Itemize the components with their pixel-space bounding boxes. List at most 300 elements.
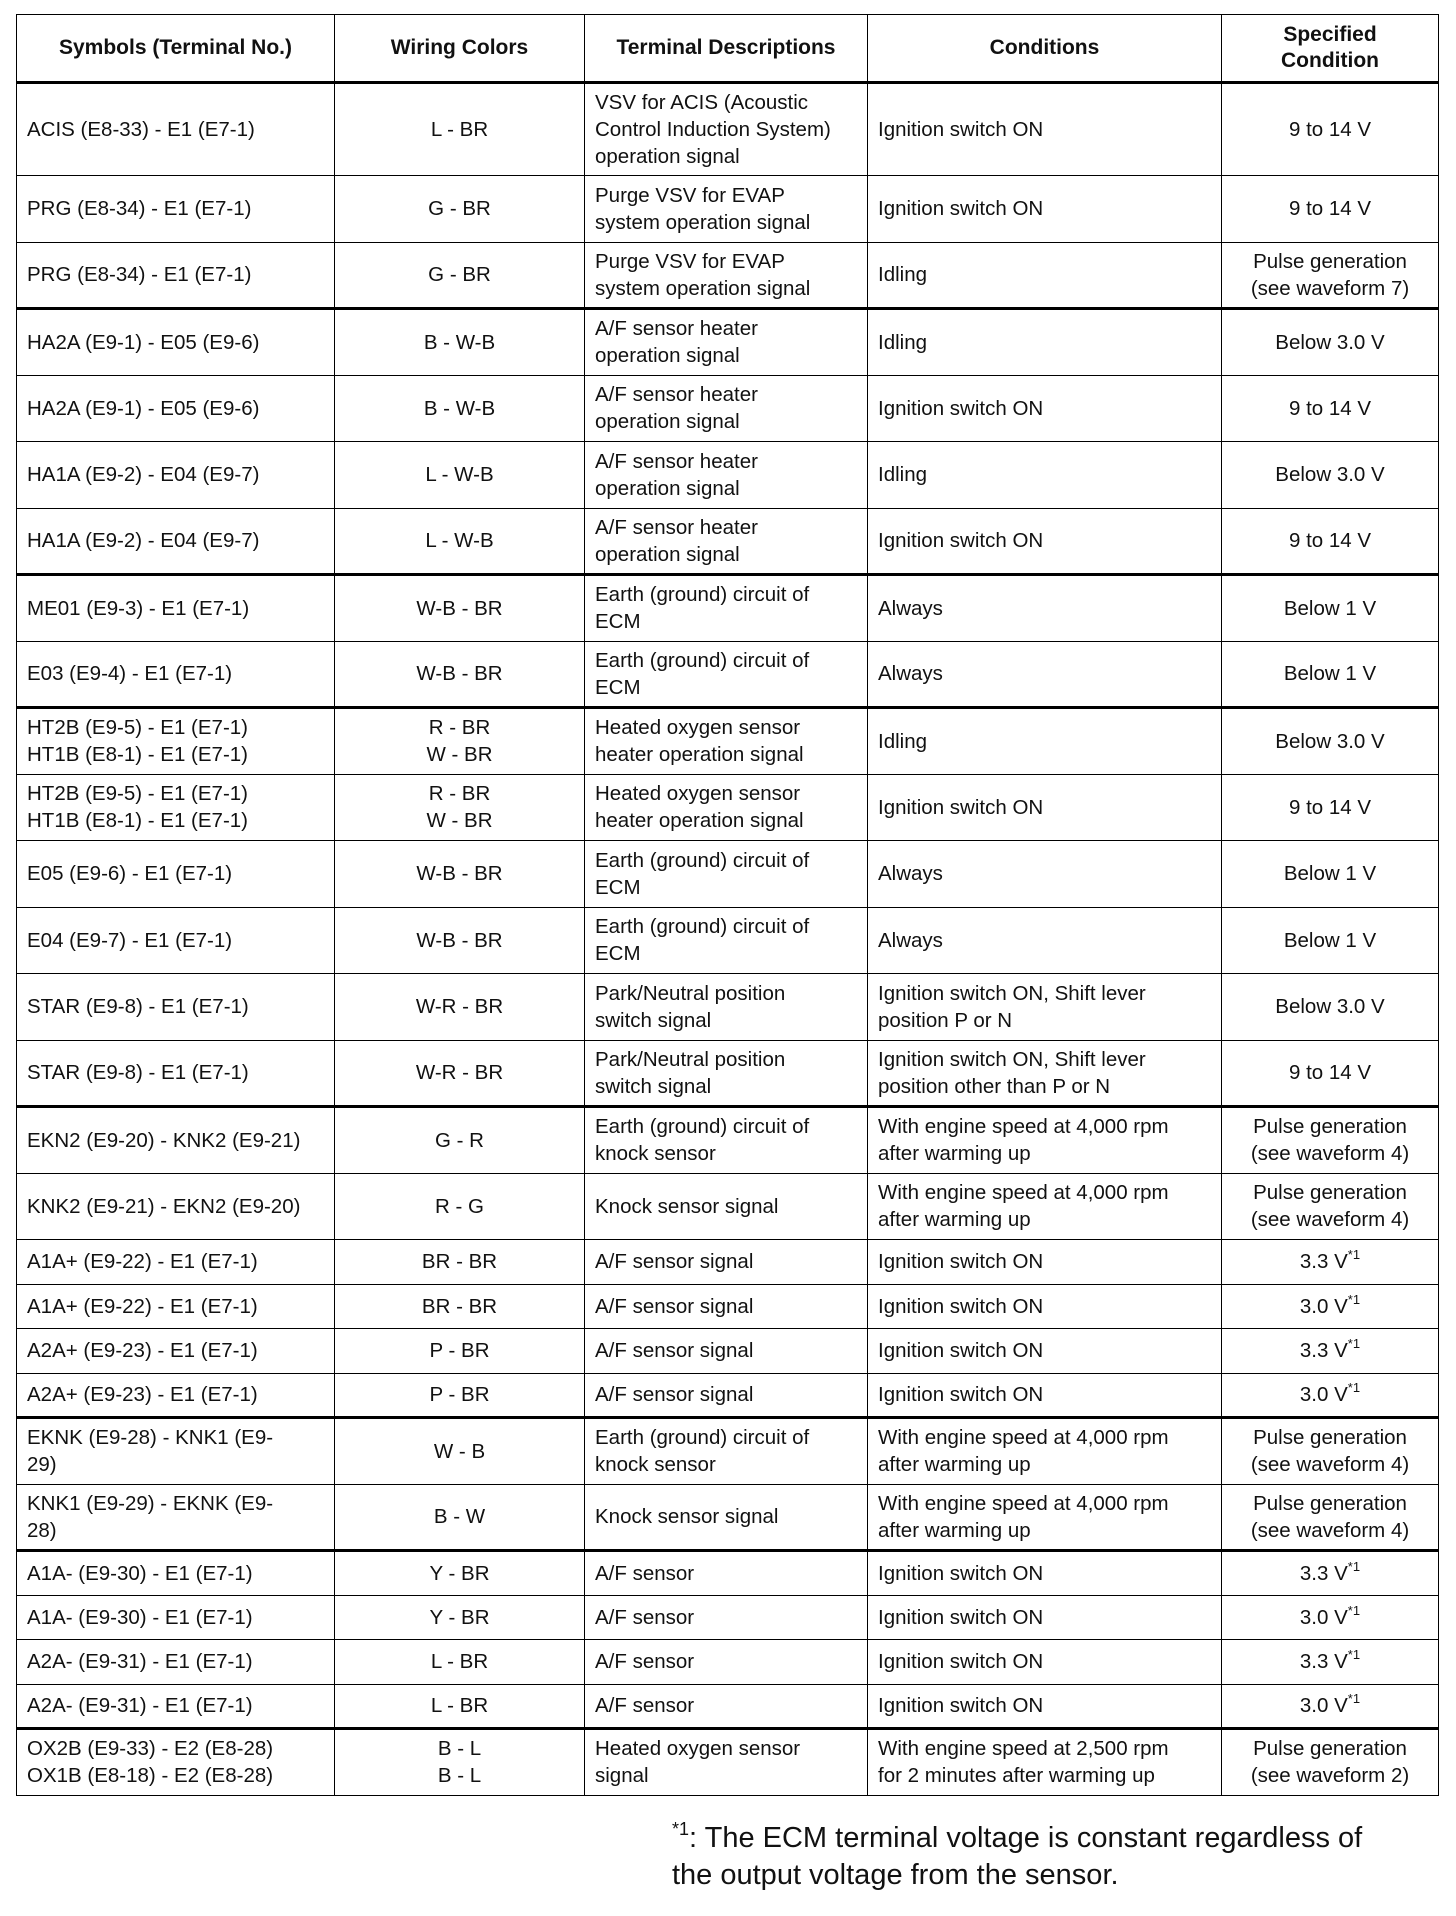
terminal-description-line: A/F sensor signal <box>595 1294 754 1318</box>
cell-symbol <box>17 1240 335 1285</box>
condition-line: Idling <box>878 263 928 287</box>
cell-symbol <box>17 1040 335 1107</box>
cell-specified-condition <box>1222 83 1439 176</box>
cell-symbol <box>17 1284 335 1329</box>
cell-terminal-description <box>585 1173 868 1240</box>
condition-line: for 2 minutes after warming up <box>878 1764 1155 1788</box>
cell-condition <box>868 907 1222 974</box>
terminal-description-line: operation signal <box>595 344 740 368</box>
wiring-colors-line: L - W-B <box>425 529 494 553</box>
specified-condition-line: Pulse generation <box>1253 1491 1407 1515</box>
symbol-line: A2A- (E9-31) - E1 (E7-1) <box>27 1650 253 1674</box>
symbol-line: A2A+ (E9-23) - E1 (E7-1) <box>27 1339 258 1363</box>
terminal-description-line: Park/Neutral position <box>595 981 786 1005</box>
specified-condition-line: Pulse generation <box>1253 1737 1407 1761</box>
table-row <box>17 1284 1439 1329</box>
cell-terminal-description <box>585 309 868 376</box>
specified-condition-line: 9 to 14 V <box>1288 118 1372 141</box>
cell-wiring-colors <box>335 1640 585 1685</box>
terminal-description-line: operation signal <box>595 542 740 566</box>
condition-line: after warming up <box>878 1142 1031 1166</box>
specified-condition-line: Below 3.0 V <box>1275 330 1385 354</box>
cell-wiring-colors <box>335 176 585 243</box>
condition-line: With engine speed at 4,000 rpm <box>878 1181 1169 1205</box>
cell-condition <box>868 1284 1222 1329</box>
condition-line: With engine speed at 4,000 rpm <box>878 1115 1169 1139</box>
cell-wiring-colors <box>335 841 585 908</box>
cell-specified-condition <box>1222 575 1439 642</box>
condition-line: Ignition switch ON <box>878 529 1044 553</box>
cell-wiring-colors <box>335 1173 585 1240</box>
table-row <box>17 1040 1439 1107</box>
wiring-colors-line: BR - BR <box>421 1294 498 1318</box>
cell-condition <box>868 774 1222 841</box>
condition-line: after warming up <box>878 1208 1031 1232</box>
cell-specified-condition <box>1222 442 1439 509</box>
cell-wiring-colors <box>335 1284 585 1329</box>
symbol-line: A1A- (E9-30) - E1 (E7-1) <box>27 1561 253 1585</box>
wiring-colors-line: W-B - BR <box>416 862 503 886</box>
wiring-colors-line: W-R - BR <box>415 995 504 1019</box>
terminal-description-line: operation signal <box>595 410 740 434</box>
wiring-colors-line: W-B - BR <box>416 662 503 686</box>
cell-condition <box>868 1684 1222 1729</box>
cell-specified-condition <box>1222 1551 1439 1596</box>
terminal-description-line: A/F sensor <box>595 1605 695 1629</box>
specified-condition-line: Below 3.0 V <box>1275 995 1385 1019</box>
condition-line: Ignition switch ON <box>878 1250 1044 1274</box>
header-wiring-colors: Wiring Colors <box>335 15 585 83</box>
symbol-line: PRG (E8-34) - E1 (E7-1) <box>27 263 252 287</box>
cell-wiring-colors <box>335 242 585 309</box>
cell-specified-condition <box>1222 1729 1439 1796</box>
footnote-ref: *1 <box>1347 1336 1361 1352</box>
cell-terminal-description <box>585 1329 868 1374</box>
cell-terminal-description <box>585 1373 868 1418</box>
table-row <box>17 1240 1439 1285</box>
table-row <box>17 1595 1439 1640</box>
cell-condition <box>868 83 1222 176</box>
specified-condition-line: 9 to 14 V <box>1288 1061 1372 1085</box>
cell-symbol <box>17 1729 335 1796</box>
symbol-line: A1A+ (E9-22) - E1 (E7-1) <box>27 1250 258 1274</box>
specified-condition-line: 9 to 14 V <box>1288 529 1372 553</box>
terminal-description-line: A/F sensor <box>595 1561 695 1585</box>
terminal-description-line: ECM <box>595 875 641 899</box>
terminal-description-line: A/F sensor heater <box>595 515 758 539</box>
cell-specified-condition <box>1222 1284 1439 1329</box>
wiring-colors-line: R - BR <box>428 716 491 740</box>
wiring-colors-line: L - BR <box>430 1694 489 1718</box>
cell-terminal-description <box>585 1684 868 1729</box>
cell-symbol <box>17 575 335 642</box>
cell-specified-condition <box>1222 1373 1439 1418</box>
wiring-colors-line: Y - BR <box>429 1605 490 1629</box>
specified-condition-line: 9 to 14 V <box>1288 795 1372 819</box>
symbol-line: HA1A (E9-2) - E04 (E9-7) <box>27 529 260 553</box>
condition-line: Ignition switch ON <box>878 1561 1044 1585</box>
wiring-colors-line: L - W-B <box>425 463 494 487</box>
cell-condition <box>868 1551 1222 1596</box>
wiring-colors-line: P - BR <box>429 1339 490 1363</box>
cell-symbol <box>17 974 335 1041</box>
footnote-ref: *1 <box>1347 1691 1361 1707</box>
condition-line: Always <box>878 862 943 886</box>
specified-condition-line: 3.3 $V^{*1}$ <box>1299 1336 1361 1363</box>
wiring-colors-line: G - R <box>435 1128 484 1152</box>
cell-condition <box>868 442 1222 509</box>
specified-condition-line: Below 3.0 V <box>1275 729 1385 753</box>
condition-line: Ignition switch ON <box>878 396 1044 420</box>
wiring-colors-line: W-R - BR <box>415 1061 504 1085</box>
cell-symbol <box>17 1373 335 1418</box>
condition-line: Always <box>878 928 943 952</box>
cell-terminal-description <box>585 1040 868 1107</box>
specified-condition-line: Below 1 V <box>1283 662 1377 686</box>
cell-condition <box>868 1418 1222 1485</box>
cell-symbol <box>17 1640 335 1685</box>
condition-line: after warming up <box>878 1453 1031 1477</box>
cell-condition <box>868 841 1222 908</box>
cell-condition <box>868 1484 1222 1551</box>
symbol-line: ACIS (E8-33) - E1 (E7-1) <box>27 118 255 141</box>
symbol-line: HA2A (E9-1) - E05 (E9-6) <box>27 330 260 354</box>
cell-symbol <box>17 1551 335 1596</box>
condition-line: position P or N <box>878 1008 1013 1032</box>
wiring-colors-line: R - G <box>435 1194 484 1218</box>
cell-specified-condition <box>1222 242 1439 309</box>
specified-condition-line: 3.3 $V^{*1}$ <box>1299 1247 1361 1274</box>
cell-condition <box>868 1040 1222 1107</box>
header-specified-condition <box>1222 15 1439 83</box>
terminal-description-line: switch signal <box>595 1074 712 1098</box>
table-row <box>17 708 1439 775</box>
cell-symbol <box>17 1595 335 1640</box>
cell-wiring-colors <box>335 708 585 775</box>
cell-wiring-colors <box>335 442 585 509</box>
specified-condition-line: 3.0 $V^{*1}$ <box>1299 1291 1361 1318</box>
table-row <box>17 309 1439 376</box>
wiring-colors-line: B - L <box>437 1764 482 1788</box>
specified-condition-line: (see waveform 4) <box>1250 1142 1410 1166</box>
cell-terminal-description <box>585 641 868 708</box>
cell-terminal-description <box>585 1640 868 1685</box>
cell-symbol <box>17 1173 335 1240</box>
table-row <box>17 841 1439 908</box>
symbol-line: HA1A (E9-2) - E04 (E9-7) <box>27 463 260 487</box>
cell-wiring-colors <box>335 1240 585 1285</box>
cell-terminal-description <box>585 508 868 575</box>
wiring-colors-line: P - BR <box>429 1383 490 1407</box>
wiring-colors-line: B - L <box>437 1737 482 1761</box>
symbol-line: HT1B (E8-1) - E1 (E7-1) <box>27 743 248 767</box>
terminal-description-line: ECM <box>595 675 641 699</box>
cell-wiring-colors <box>335 1418 585 1485</box>
condition-line: Idling <box>878 463 928 487</box>
cell-condition <box>868 1373 1222 1418</box>
cell-symbol <box>17 641 335 708</box>
terminal-description-line: A/F sensor heater <box>595 383 758 407</box>
condition-line: Ignition switch ON <box>878 795 1044 819</box>
cell-symbol <box>17 708 335 775</box>
cell-specified-condition <box>1222 774 1439 841</box>
terminal-description-line: Park/Neutral position <box>595 1047 786 1071</box>
cell-symbol <box>17 1484 335 1551</box>
table-row <box>17 242 1439 309</box>
terminal-description-line: heater operation signal <box>595 809 804 833</box>
cell-wiring-colors <box>335 1329 585 1374</box>
terminal-description-line: system operation signal <box>595 210 811 234</box>
terminal-description-line: A/F sensor heater <box>595 449 758 473</box>
cell-specified-condition <box>1222 176 1439 243</box>
cell-wiring-colors <box>335 1040 585 1107</box>
cell-wiring-colors <box>335 641 585 708</box>
cell-symbol <box>17 1418 335 1485</box>
terminal-description-line: A/F sensor signal <box>595 1383 754 1407</box>
condition-line: With engine speed at 2,500 rpm <box>878 1737 1169 1761</box>
condition-line: Ignition switch ON <box>878 1605 1044 1629</box>
condition-line: With engine speed at 4,000 rpm <box>878 1491 1169 1515</box>
terminal-description-line: ECM <box>595 942 641 966</box>
table-row <box>17 83 1439 176</box>
cell-condition <box>868 1107 1222 1174</box>
cell-terminal-description <box>585 1284 868 1329</box>
cell-wiring-colors <box>335 1684 585 1729</box>
symbol-line: KNK2 (E9-21) - EKN2 (E9-20) <box>27 1194 301 1218</box>
specified-condition-line: (see waveform 2) <box>1250 1764 1410 1788</box>
cell-terminal-description <box>585 575 868 642</box>
table-row <box>17 1373 1439 1418</box>
cell-terminal-description <box>585 774 868 841</box>
cell-specified-condition <box>1222 1484 1439 1551</box>
condition-line: Idling <box>878 330 928 354</box>
cell-wiring-colors <box>335 907 585 974</box>
condition-line: Ignition switch ON <box>878 1383 1044 1407</box>
footnote-line2: the output voltage from the sensor. <box>672 1859 1119 1891</box>
cell-condition <box>868 974 1222 1041</box>
cell-specified-condition <box>1222 1107 1439 1174</box>
cell-wiring-colors <box>335 1373 585 1418</box>
terminal-description-line: switch signal <box>595 1008 712 1032</box>
condition-line: Idling <box>878 729 928 753</box>
table-row <box>17 442 1439 509</box>
terminal-description-line: Heated oxygen sensor <box>595 782 801 806</box>
cell-condition <box>868 1240 1222 1285</box>
cell-terminal-description <box>585 1418 868 1485</box>
footnote-ref: *1 <box>1347 1647 1361 1663</box>
terminal-description-line: A/F sensor heater <box>595 317 758 341</box>
symbol-line: 29) <box>27 1453 57 1477</box>
specified-condition-line: (see waveform 7) <box>1250 276 1410 300</box>
cell-wiring-colors <box>335 508 585 575</box>
condition-line: With engine speed at 4,000 rpm <box>878 1426 1169 1450</box>
symbol-line: 28) <box>27 1518 57 1542</box>
table-row <box>17 1173 1439 1240</box>
specified-condition-line: 9 to 14 V <box>1288 197 1372 221</box>
table-row <box>17 1684 1439 1729</box>
cell-terminal-description <box>585 442 868 509</box>
table-row <box>17 1729 1439 1796</box>
terminal-description-line: Heated oxygen sensor <box>595 716 801 740</box>
table-body <box>17 83 1439 1796</box>
header-terminal-descriptions: Terminal Descriptions <box>585 15 868 83</box>
wiring-colors-line: W - BR <box>426 743 493 767</box>
terminal-description-line: A/F sensor signal <box>595 1339 754 1363</box>
specified-condition-line: Below 1 V <box>1283 862 1377 886</box>
cell-terminal-description <box>585 1729 868 1796</box>
cell-terminal-description <box>585 1551 868 1596</box>
cell-condition <box>868 242 1222 309</box>
terminal-description-line: knock sensor <box>595 1142 716 1166</box>
cell-symbol <box>17 309 335 376</box>
table-row <box>17 375 1439 442</box>
wiring-colors-line: W - BR <box>426 809 493 833</box>
symbol-line: OX2B (E9-33) - E2 (E8-28) <box>27 1737 274 1761</box>
cell-wiring-colors <box>335 1551 585 1596</box>
cell-symbol <box>17 907 335 974</box>
symbol-line: E05 (E9-6) - E1 (E7-1) <box>27 862 233 886</box>
wiring-colors-line: L - BR <box>430 118 489 141</box>
terminal-description-line: Control Induction System) <box>595 118 831 141</box>
cell-specified-condition <box>1222 508 1439 575</box>
cell-wiring-colors <box>335 375 585 442</box>
table-row <box>17 575 1439 642</box>
cell-terminal-description <box>585 708 868 775</box>
cell-specified-condition <box>1222 375 1439 442</box>
wiring-colors-line: W-B - BR <box>416 928 503 952</box>
cell-specified-condition <box>1222 1684 1439 1729</box>
cell-specified-condition <box>1222 974 1439 1041</box>
terminal-description-line: A/F sensor <box>595 1694 695 1718</box>
condition-line: Ignition switch ON <box>878 118 1044 141</box>
specified-condition-line: Below 1 V <box>1283 596 1377 620</box>
cell-condition <box>868 1173 1222 1240</box>
cell-symbol <box>17 375 335 442</box>
terminal-description-line: heater operation signal <box>595 743 804 767</box>
symbol-line: STAR (E9-8) - E1 (E7-1) <box>27 995 249 1019</box>
symbol-line: A1A+ (E9-22) - E1 (E7-1) <box>27 1294 258 1318</box>
table-row <box>17 1640 1439 1685</box>
specified-condition-line: 3.3 $V^{*1}$ <box>1299 1558 1361 1585</box>
cell-condition <box>868 641 1222 708</box>
symbol-line: HT1B (E8-1) - E1 (E7-1) <box>27 809 248 833</box>
cell-terminal-description <box>585 1240 868 1285</box>
condition-line: Ignition switch ON, Shift lever <box>878 1047 1146 1071</box>
symbol-line: EKN2 (E9-20) - KNK2 (E9-21) <box>27 1128 301 1152</box>
cell-condition <box>868 375 1222 442</box>
footnote-ref: *1 <box>1347 1380 1361 1396</box>
wiring-colors-line: R - BR <box>428 782 491 806</box>
symbol-line: EKNK (E9-28) - KNK1 (E9- <box>27 1426 274 1450</box>
header-symbols: Symbols (Terminal No.) <box>17 15 335 83</box>
condition-line: Always <box>878 596 943 620</box>
header-row <box>17 15 1439 83</box>
cell-wiring-colors <box>335 575 585 642</box>
condition-line: Ignition switch ON <box>878 197 1044 221</box>
cell-specified-condition <box>1222 708 1439 775</box>
cell-terminal-description <box>585 907 868 974</box>
cell-terminal-description <box>585 375 868 442</box>
specified-condition-line: 3.0 $V^{*1}$ <box>1299 1691 1361 1718</box>
symbol-line: OX1B (E8-18) - E2 (E8-28) <box>27 1764 274 1788</box>
terminal-description-line: Earth (ground) circuit of <box>595 1426 810 1450</box>
terminal-description-line: Knock sensor signal <box>595 1194 779 1218</box>
cell-specified-condition <box>1222 1640 1439 1685</box>
specified-condition-line: Below 3.0 V <box>1275 463 1385 487</box>
table-row <box>17 907 1439 974</box>
condition-line: Ignition switch ON <box>878 1294 1044 1318</box>
cell-terminal-description <box>585 1484 868 1551</box>
symbol-line: A2A+ (E9-23) - E1 (E7-1) <box>27 1383 258 1407</box>
cell-wiring-colors <box>335 309 585 376</box>
specified-condition-line: 3.0 $V^{*1}$ <box>1299 1602 1361 1629</box>
header-conditions: Conditions <box>868 15 1222 83</box>
specified-condition-line: Pulse generation <box>1253 1115 1407 1139</box>
table-row <box>17 508 1439 575</box>
terminal-description-line: A/F sensor <box>595 1650 695 1674</box>
footnote-ref: *1 <box>1347 1291 1361 1307</box>
symbol-line: A1A- (E9-30) - E1 (E7-1) <box>27 1605 253 1629</box>
terminal-description-line: Purge VSV for EVAP <box>595 183 785 207</box>
terminal-description-line: Earth (ground) circuit of <box>595 848 810 872</box>
terminal-description-line: Earth (ground) circuit of <box>595 583 810 607</box>
table-row <box>17 1107 1439 1174</box>
wiring-colors-line: B - W <box>433 1505 486 1529</box>
cell-condition <box>868 1595 1222 1640</box>
wiring-colors-line: L - BR <box>430 1650 489 1674</box>
table-row <box>17 641 1439 708</box>
footnote-ref: *1 <box>1347 1602 1361 1618</box>
condition-line: position other than P or N <box>878 1074 1111 1098</box>
specified-condition-line: 3.3 $V^{*1}$ <box>1299 1647 1361 1674</box>
condition-line: Always <box>878 662 943 686</box>
cell-specified-condition <box>1222 309 1439 376</box>
wiring-colors-line: G - BR <box>428 263 491 287</box>
cell-wiring-colors <box>335 1107 585 1174</box>
cell-symbol <box>17 442 335 509</box>
table-row <box>17 1329 1439 1374</box>
terminal-description-line: Purge VSV for EVAP <box>595 249 785 273</box>
cell-specified-condition <box>1222 1040 1439 1107</box>
cell-terminal-description <box>585 242 868 309</box>
cell-terminal-description <box>585 974 868 1041</box>
footnote-ref: *1 <box>1347 1247 1361 1263</box>
wiring-colors-line: W - B <box>433 1439 486 1463</box>
footnote-ref: *1 <box>1347 1558 1361 1574</box>
terminal-description-line: Knock sensor signal <box>595 1505 779 1529</box>
cell-condition <box>868 176 1222 243</box>
cell-wiring-colors <box>335 1484 585 1551</box>
table-row <box>17 1551 1439 1596</box>
ecm-terminal-table <box>16 14 1439 1796</box>
cell-specified-condition <box>1222 641 1439 708</box>
cell-symbol <box>17 1107 335 1174</box>
cell-condition <box>868 1329 1222 1374</box>
cell-condition <box>868 575 1222 642</box>
cell-symbol <box>17 841 335 908</box>
header-specified-line1: Specified <box>1283 23 1377 46</box>
terminal-description-line: operation signal <box>595 476 740 500</box>
condition-line: after warming up <box>878 1518 1031 1542</box>
wiring-colors-line: Y - BR <box>429 1561 490 1585</box>
terminal-description-line: operation signal <box>595 145 740 168</box>
table-header <box>17 15 1439 83</box>
condition-line: Ignition switch ON <box>878 1650 1044 1674</box>
cell-specified-condition <box>1222 1418 1439 1485</box>
terminal-description-line: A/F sensor signal <box>595 1250 754 1274</box>
wiring-colors-line: W-B - BR <box>416 596 503 620</box>
symbol-line: A2A- (E9-31) - E1 (E7-1) <box>27 1694 253 1718</box>
